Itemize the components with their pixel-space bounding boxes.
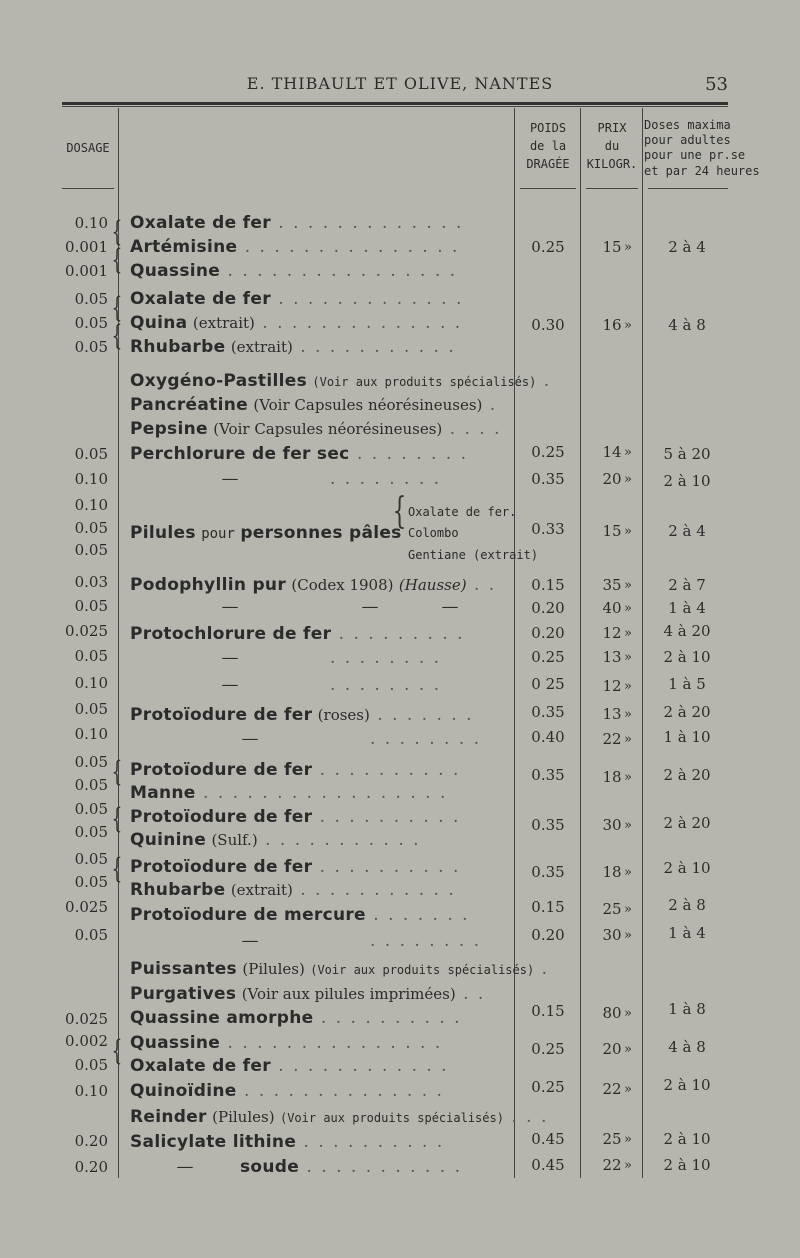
dosage-value: 0.05 bbox=[74, 519, 108, 537]
doses-value: 2 à 10 bbox=[663, 1130, 711, 1148]
product-name: Protochlorure de fer . . . . . . . . . bbox=[130, 624, 465, 644]
poids-value: 0.40 bbox=[531, 728, 565, 746]
prix-value: 22 bbox=[602, 1080, 622, 1098]
header-rule-thin bbox=[62, 106, 728, 107]
dosage-value: 0.10 bbox=[74, 674, 108, 692]
brace: { bbox=[111, 215, 123, 248]
col-dosage: DOSAGE bbox=[66, 141, 110, 155]
doses-value: 2 à 10 bbox=[663, 472, 711, 490]
prix-value: 15 bbox=[602, 238, 622, 256]
col-prix-3: KILOGR. bbox=[586, 157, 638, 171]
doses-value: 2 à 20 bbox=[663, 766, 711, 784]
ditto-mark: » bbox=[624, 445, 632, 460]
prix-value: 12 bbox=[602, 677, 622, 695]
poids-value: 0.25 bbox=[531, 1040, 565, 1058]
poids-value: 0.45 bbox=[531, 1156, 565, 1174]
product-name: Puissantes (Pilules) (Voir aux produits spécialisés) . bbox=[130, 959, 550, 979]
doses-value: 1 à 8 bbox=[668, 1000, 706, 1018]
prix-value: 25 bbox=[602, 1130, 622, 1148]
prix-value: 14 bbox=[602, 443, 622, 461]
prix-underline bbox=[586, 188, 638, 189]
prix-value: 12 bbox=[602, 624, 622, 642]
poids-value: 0.35 bbox=[531, 863, 565, 881]
poids-value: 0.35 bbox=[531, 703, 565, 721]
ditto-mark: » bbox=[624, 770, 632, 785]
product-name: — . . . . . . . . bbox=[241, 931, 482, 951]
dosage-value: 0.05 bbox=[74, 926, 108, 944]
product-name: Quinoïdine . . . . . . . . . . . . . . bbox=[130, 1081, 444, 1101]
ditto-mark: » bbox=[624, 1082, 632, 1097]
dosage-value: 0.20 bbox=[74, 1132, 108, 1150]
column-rule-prix bbox=[580, 108, 581, 1178]
poids-value: 0.33 bbox=[531, 520, 565, 538]
product-name: Protoïodure de fer . . . . . . . . . . bbox=[130, 857, 461, 877]
dosage-value: 0.05 bbox=[74, 338, 108, 356]
poids-value: 0.45 bbox=[531, 1130, 565, 1148]
ditto-mark: » bbox=[624, 1132, 632, 1147]
prix-value: 30 bbox=[602, 816, 622, 834]
ditto-mark: » bbox=[624, 240, 632, 255]
col-poids-1: POIDS bbox=[529, 121, 567, 135]
product-name: Artémisine . . . . . . . . . . . . . . . bbox=[130, 237, 460, 257]
product-name: Quassine . . . . . . . . . . . . . . . . bbox=[130, 261, 458, 281]
ditto-mark: » bbox=[624, 679, 632, 694]
doses-value: 2 à 8 bbox=[668, 896, 706, 914]
product-name: Purgatives (Voir aux pilules imprimées) . . bbox=[130, 984, 486, 1004]
dosage-value: 0.001 bbox=[65, 238, 108, 256]
ditto-mark: » bbox=[624, 1042, 632, 1057]
prix-value: 20 bbox=[602, 470, 622, 488]
prix-value: 13 bbox=[602, 648, 622, 666]
brace: { bbox=[111, 802, 123, 835]
doses-value: 2 à 10 bbox=[663, 1156, 711, 1174]
sub-ingredient: Gentiane (extrait) bbox=[408, 548, 539, 562]
product-name: — . . . . . . . . bbox=[221, 469, 442, 489]
dosage-value: 0.05 bbox=[74, 800, 108, 818]
dosage-value: 0.05 bbox=[74, 647, 108, 665]
poids-value: 0.20 bbox=[531, 599, 565, 617]
header-rule bbox=[62, 102, 728, 105]
prix-value: 18 bbox=[602, 768, 622, 786]
ditto-mark: » bbox=[624, 732, 632, 747]
product-name: Perchlorure de fer sec . . . . . . . . bbox=[130, 444, 469, 464]
product-name: Oxalate de fer . . . . . . . . . . . . . bbox=[130, 213, 464, 233]
doses-value: 1 à 4 bbox=[668, 924, 706, 942]
page-number: 53 bbox=[705, 74, 728, 95]
prix-value: 80 bbox=[602, 1004, 622, 1022]
dosage-value: 0.10 bbox=[74, 496, 108, 514]
sub-ingredient: Oxalate de fer. bbox=[408, 505, 517, 519]
doses-value: 1 à 10 bbox=[663, 728, 711, 746]
product-name: — soude . . . . . . . . . . . bbox=[176, 1157, 462, 1177]
brace: { bbox=[111, 243, 123, 276]
product-name: Pepsine (Voir Capsules néorésineuses) . . . . bbox=[130, 419, 502, 439]
ditto-mark: » bbox=[624, 601, 632, 616]
product-name: Protoïodure de fer . . . . . . . . . . bbox=[130, 760, 461, 780]
product-name: Quassine amorphe . . . . . . . . . . bbox=[130, 1008, 462, 1028]
dosage-value: 0.03 bbox=[74, 573, 108, 591]
product-name: — . . . . . . . . bbox=[241, 729, 482, 749]
ditto-mark: » bbox=[624, 707, 632, 722]
prix-value: 22 bbox=[602, 730, 622, 748]
dosage-value: 0.20 bbox=[74, 1158, 108, 1176]
product-name: Reinder (Pilules) (Voir aux produits spécialisés) . . . bbox=[130, 1107, 549, 1127]
brace: { bbox=[392, 491, 407, 532]
brace: { bbox=[111, 852, 123, 885]
dosage-value: 0.05 bbox=[74, 314, 108, 332]
product-name: Quinine (Sulf.) . . . . . . . . . . . bbox=[130, 830, 421, 850]
product-name: Pancréatine (Voir Capsules néorésineuses) . bbox=[130, 395, 498, 415]
doses-value: 2 à 10 bbox=[663, 648, 711, 666]
doses-value: 1 à 4 bbox=[668, 599, 706, 617]
poids-value: 0.30 bbox=[531, 316, 565, 334]
prix-value: 16 bbox=[602, 316, 622, 334]
doses-value: 2 à 20 bbox=[663, 703, 711, 721]
dosage-value: 0.025 bbox=[65, 622, 108, 640]
ditto-mark: » bbox=[624, 1158, 632, 1173]
product-name: Oxalate de fer . . . . . . . . . . . . bbox=[130, 1056, 449, 1076]
ditto-mark: » bbox=[624, 928, 632, 943]
product-name: — . . . . . . . . bbox=[221, 675, 442, 695]
poids-value: 0.35 bbox=[531, 766, 565, 784]
product-name: Protoïodure de mercure . . . . . . . bbox=[130, 905, 470, 925]
poids-value: 0.25 bbox=[531, 238, 565, 256]
col-prix-1: PRIX bbox=[597, 121, 627, 135]
poids-value: 0.15 bbox=[531, 898, 565, 916]
ditto-mark: » bbox=[624, 1006, 632, 1021]
prix-value: 25 bbox=[602, 900, 622, 918]
product-name: Oxalate de fer . . . . . . . . . . . . . bbox=[130, 289, 464, 309]
dosage-value: 0.10 bbox=[74, 214, 108, 232]
poids-value: 0 25 bbox=[531, 675, 565, 693]
dosage-value: 0.05 bbox=[74, 597, 108, 615]
ditto-mark: » bbox=[624, 650, 632, 665]
prix-value: 15 bbox=[602, 522, 622, 540]
dosage-value: 0.05 bbox=[74, 873, 108, 891]
product-name: Rhubarbe (extrait) . . . . . . . . . . . bbox=[130, 337, 456, 357]
prix-value: 30 bbox=[602, 926, 622, 944]
ditto-mark: » bbox=[624, 902, 632, 917]
product-name: Protoïodure de fer (roses) . . . . . . . bbox=[130, 705, 474, 725]
prix-value: 13 bbox=[602, 705, 622, 723]
poids-value: 0.15 bbox=[531, 1002, 565, 1020]
poids-value: 0.25 bbox=[531, 648, 565, 666]
product-name: Protoïodure de fer . . . . . . . . . . bbox=[130, 807, 461, 827]
dosage-value: 0.025 bbox=[65, 898, 108, 916]
prix-value: 20 bbox=[602, 1040, 622, 1058]
ditto-mark: » bbox=[624, 318, 632, 333]
dosage-value: 0.05 bbox=[74, 290, 108, 308]
col-prix-2: du bbox=[604, 139, 620, 153]
ditto-mark: » bbox=[624, 578, 632, 593]
ditto-mark: » bbox=[624, 818, 632, 833]
product-name: — . . . . . . . . bbox=[221, 648, 442, 668]
doses-underline bbox=[648, 188, 728, 189]
product-name: Rhubarbe (extrait) . . . . . . . . . . . bbox=[130, 880, 456, 900]
poids-underline bbox=[520, 188, 576, 189]
ditto-mark: » bbox=[624, 524, 632, 539]
dosage-value: 0.05 bbox=[74, 1056, 108, 1074]
dosage-value: 0.10 bbox=[74, 470, 108, 488]
prix-value: 40 bbox=[602, 599, 622, 617]
product-name: — — — bbox=[221, 597, 459, 617]
dosage-value: 0.05 bbox=[74, 776, 108, 794]
dosage-value: 0.10 bbox=[74, 1082, 108, 1100]
page-header: E. THIBAULT ET OLIVE, NANTES bbox=[246, 74, 554, 93]
dosage-value: 0.001 bbox=[65, 262, 108, 280]
doses-value: 5 à 20 bbox=[663, 445, 711, 463]
doses-value: 2 à 4 bbox=[668, 522, 706, 540]
dosage-value: 0.002 bbox=[65, 1032, 108, 1050]
doses-value: 2 à 7 bbox=[668, 576, 706, 594]
ditto-mark: » bbox=[624, 472, 632, 487]
brace: { bbox=[111, 291, 123, 324]
poids-value: 0.20 bbox=[531, 926, 565, 944]
poids-value: 0.20 bbox=[531, 624, 565, 642]
product-name: Salicylate lithine . . . . . . . . . . bbox=[130, 1132, 445, 1152]
dosage-value: 0.05 bbox=[74, 753, 108, 771]
doses-value: 4 à 20 bbox=[663, 622, 711, 640]
prix-value: 22 bbox=[602, 1156, 622, 1174]
dosage-value: 0.05 bbox=[74, 541, 108, 559]
col-doses-1: Doses maxima bbox=[644, 118, 731, 132]
ditto-mark: » bbox=[624, 626, 632, 641]
product-name: Quina (extrait) . . . . . . . . . . . . . . bbox=[130, 313, 463, 333]
dosage-value: 0.05 bbox=[74, 445, 108, 463]
dosage-value: 0.05 bbox=[74, 823, 108, 841]
brace: { bbox=[111, 755, 123, 788]
poids-value: 0.25 bbox=[531, 443, 565, 461]
col-doses-4: et par 24 heures bbox=[644, 164, 760, 178]
product-name: Pilules pour personnes pâles bbox=[130, 523, 402, 543]
col-poids-2: de la bbox=[529, 139, 567, 153]
dosage-value: 0.05 bbox=[74, 850, 108, 868]
doses-value: 4 à 8 bbox=[668, 1038, 706, 1056]
dosage-underline bbox=[62, 188, 114, 189]
brace: { bbox=[111, 319, 123, 352]
product-name: Oxygéno-Pastilles (Voir aux produits spécialisés) . bbox=[130, 371, 552, 391]
doses-value: 2 à 4 bbox=[668, 238, 706, 256]
doses-value: 2 à 10 bbox=[663, 859, 711, 877]
prix-value: 18 bbox=[602, 863, 622, 881]
poids-value: 0.25 bbox=[531, 1078, 565, 1096]
product-name: Quassine . . . . . . . . . . . . . . . bbox=[130, 1033, 443, 1053]
prix-value: 35 bbox=[602, 576, 622, 594]
col-doses-2: pour adultes bbox=[644, 133, 731, 147]
col-doses-3: pour une pr.se bbox=[644, 148, 746, 162]
sub-ingredient: Colombo bbox=[408, 526, 459, 540]
doses-value: 4 à 8 bbox=[668, 316, 706, 334]
col-poids-3: DRAGÉE bbox=[526, 157, 570, 171]
ditto-mark: » bbox=[624, 865, 632, 880]
poids-value: 0.35 bbox=[531, 816, 565, 834]
product-name: Podophyllin pur (Codex 1908) (Hausse) . . bbox=[130, 575, 497, 595]
dosage-value: 0.05 bbox=[74, 700, 108, 718]
poids-value: 0.35 bbox=[531, 470, 565, 488]
column-rule-poids bbox=[514, 108, 515, 1178]
brace: { bbox=[111, 1034, 123, 1067]
column-rule-doses bbox=[642, 108, 643, 1178]
dosage-value: 0.10 bbox=[74, 725, 108, 743]
doses-value: 2 à 20 bbox=[663, 814, 711, 832]
doses-value: 2 à 10 bbox=[663, 1076, 711, 1094]
doses-value: 1 à 5 bbox=[668, 675, 706, 693]
product-name: Manne . . . . . . . . . . . . . . . . . bbox=[130, 783, 448, 803]
dosage-value: 0.025 bbox=[65, 1010, 108, 1028]
poids-value: 0.15 bbox=[531, 576, 565, 594]
